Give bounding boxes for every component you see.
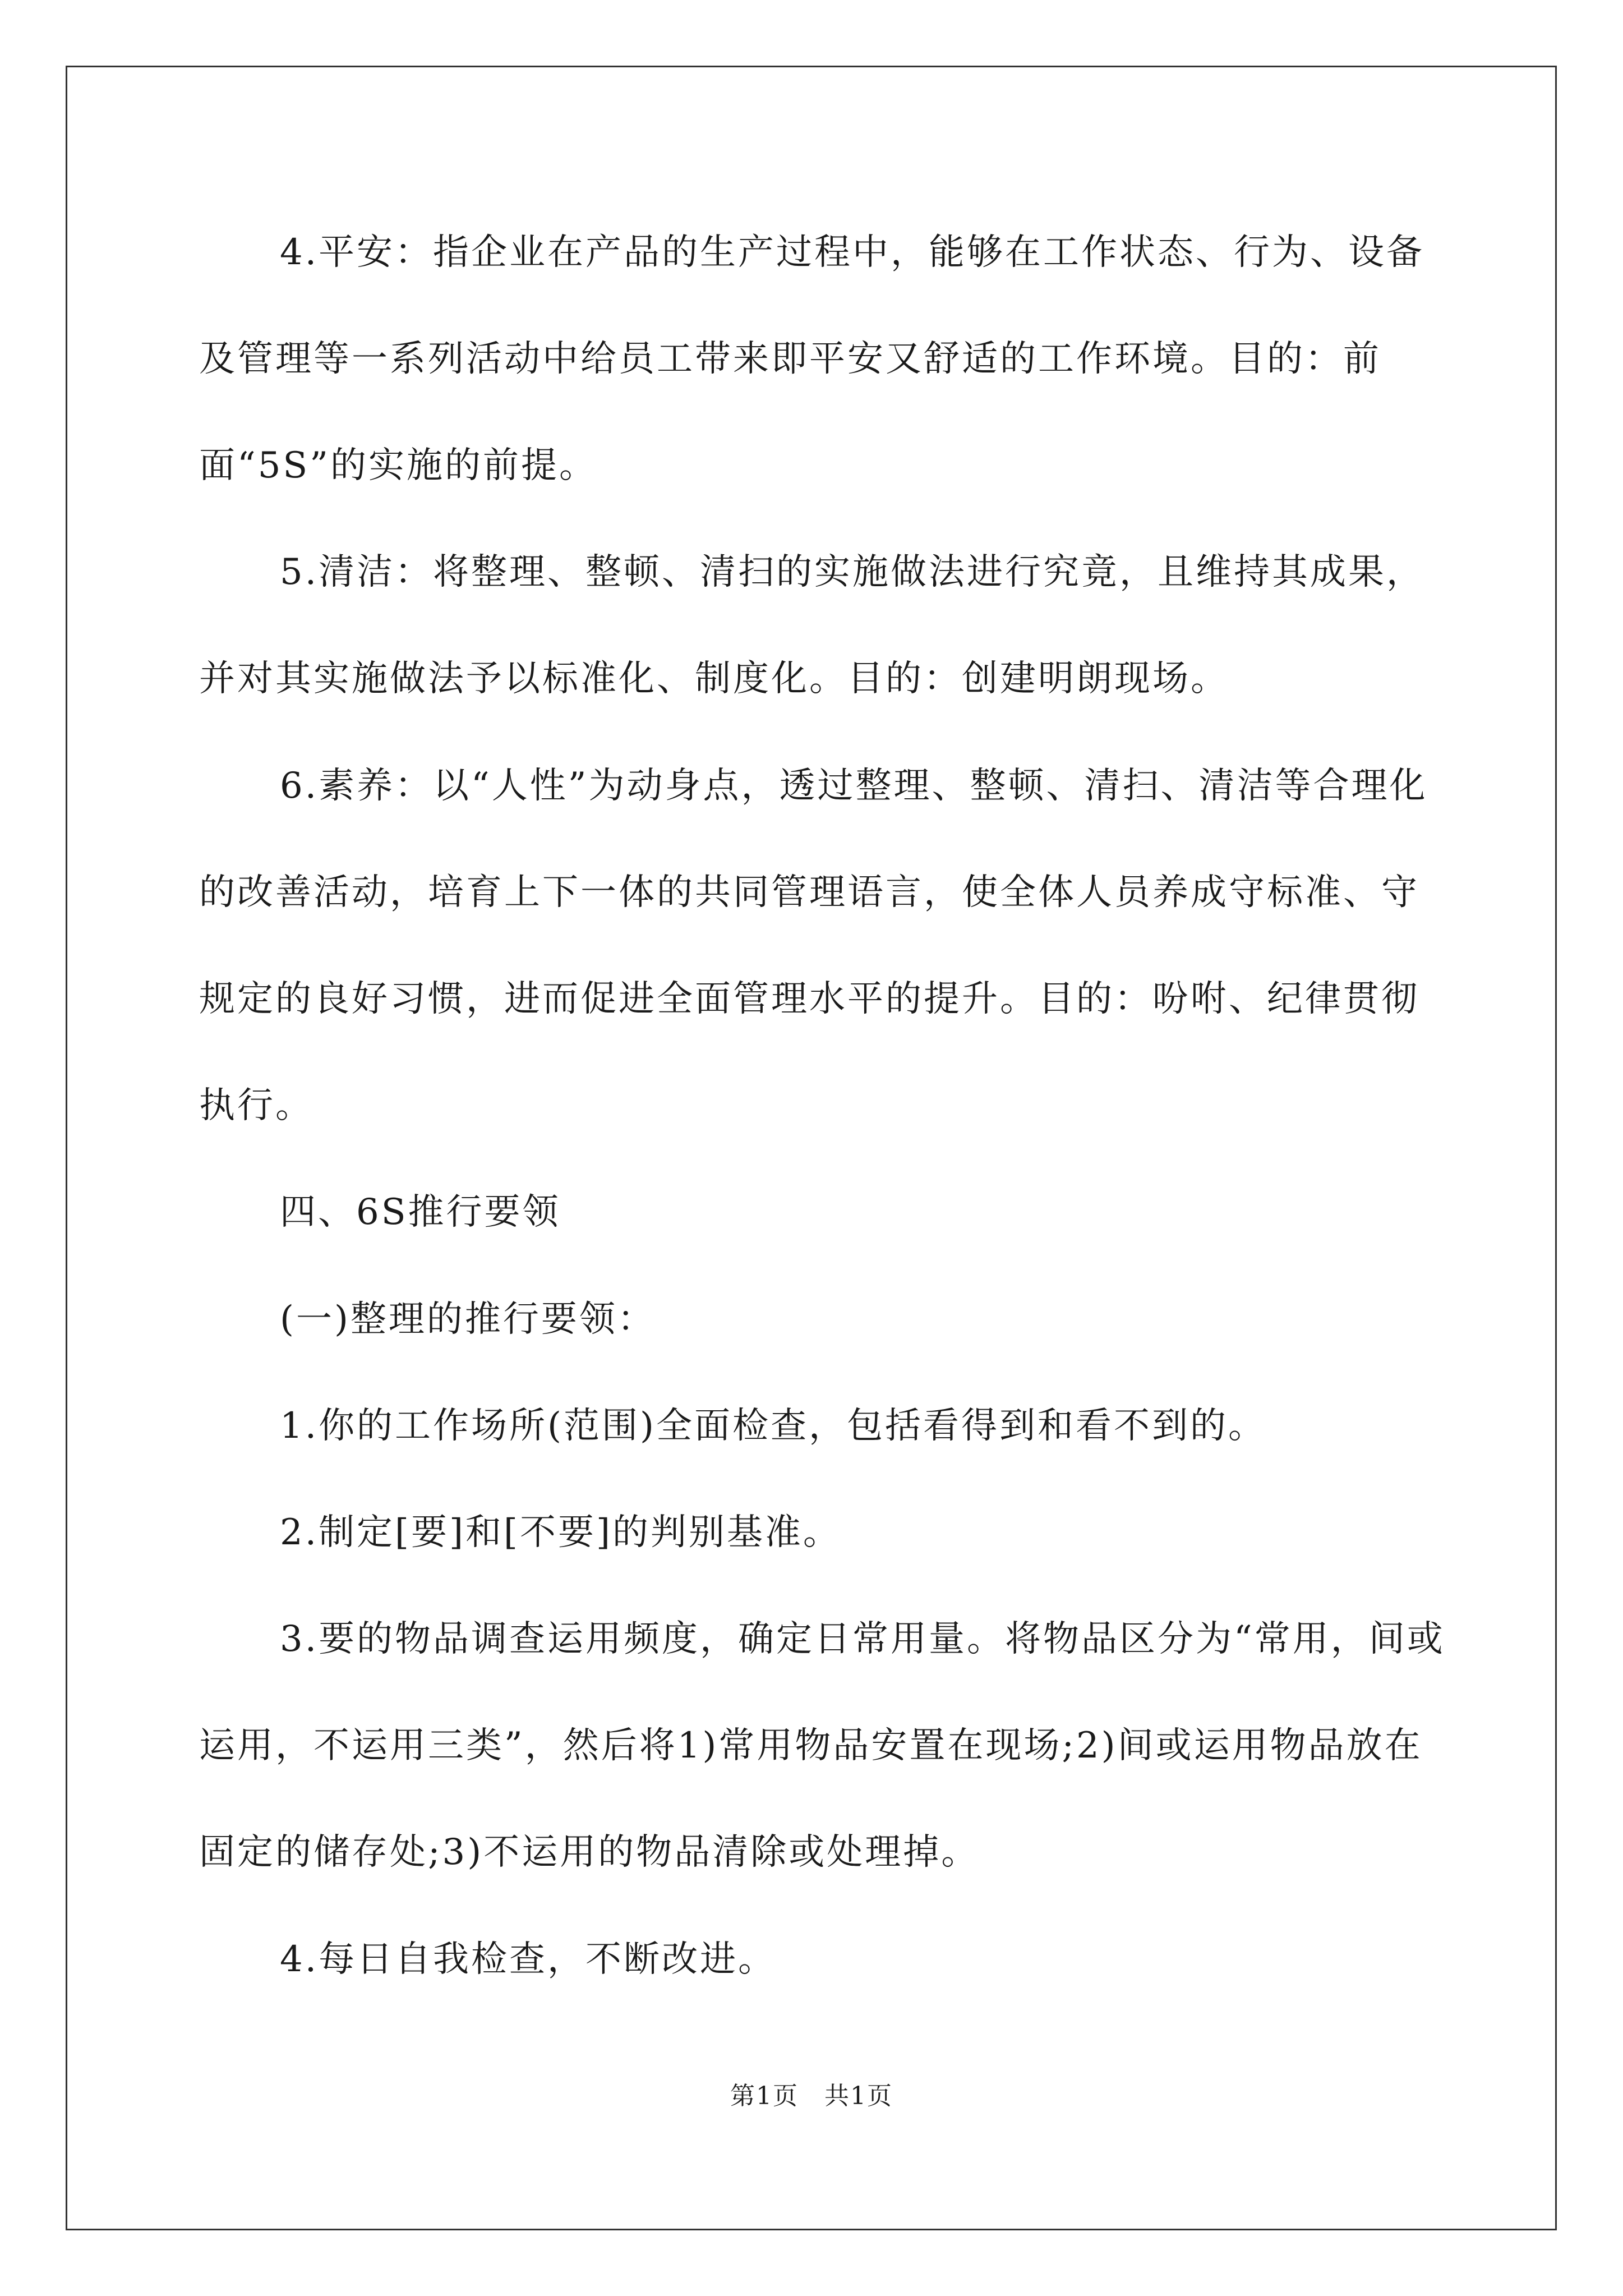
paragraph-discipline: 6.素养：以“人性”为动身点，透过整理、整顿、清扫、清洁等合理化的改善活动，培育上下一体的共同管理语言，使全体人员养成守标准、守规定的良好习惯，进而促进全面管理水平的提升。目的：吩咐、纪律贯彻执行。 [199,765,1428,1126]
page-footer: 第1页 共1页 [730,2082,893,2110]
subsection-heading: (一)整理的推行要领： [280,1299,656,1340]
paragraph-cleanliness: 5.清洁：将整理、整顿、清扫的实施做法进行究竟，且维持其成果，并对其实施做法予以标准化、制度化。目的：创建明朗现场。 [199,551,1425,700]
paragraph-safety: 4.平安：指企业在产品的生产过程中，能够在工作状态、行为、设备及管理等一系列活动中给员工带来即平安又舒适的工作环境。目的：前面“5S”的实施的前提。 [199,232,1425,486]
section-heading: 四、6S推行要领 [280,1191,561,1233]
list-item: 2.制定[要]和[不要]的判别基准。 [280,1512,841,1553]
list-item: 3.要的物品调查运用频度，确定日常用量。将物品区分为“常用，间或运用，不运用三类”，然后将1)常用物品安置在现场;2)间或运用物品放在固定的储存处;3)不运用的物品清除或处理掉。 [199,1618,1445,1873]
list-item: 4.每日自我检查，不断改进。 [280,1939,777,1980]
list-item: 1.你的工作场所(范围)全面检查，包括看得到和看不到的。 [280,1405,1266,1447]
